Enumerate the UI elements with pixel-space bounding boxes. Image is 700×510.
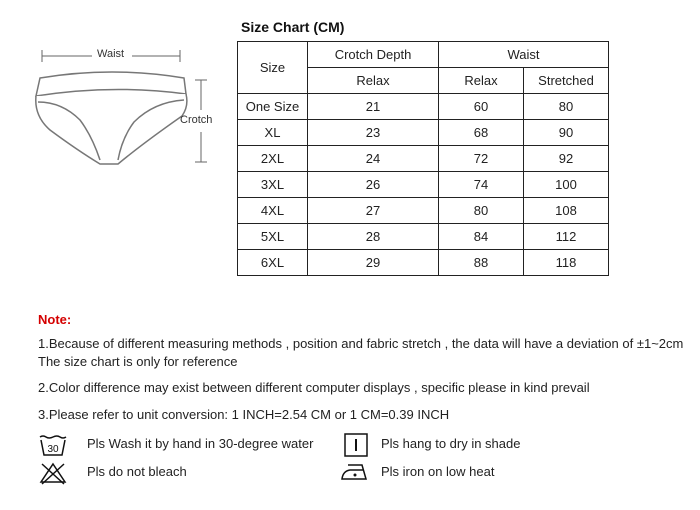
size-cell: XL	[238, 120, 308, 146]
size-cell: 6XL	[238, 250, 308, 276]
table-row	[238, 146, 609, 172]
size-cell: One Size	[238, 94, 308, 120]
crotch-label: Crotch	[180, 114, 213, 126]
note-color: 2.Color difference may exist between different computer displays , specific please in kind prevail	[38, 380, 590, 395]
hand-wash-icon	[38, 433, 68, 457]
size-cell: 3XL	[238, 172, 308, 198]
waist-relax-cell: 72	[439, 146, 524, 172]
waist-stretched-cell: 118	[524, 250, 609, 276]
header-waist-relax: Relax	[439, 68, 524, 94]
waist-stretched-cell: 108	[524, 198, 609, 224]
table-row	[238, 224, 609, 250]
crotch-cell: 24	[308, 146, 439, 172]
table-row	[238, 120, 609, 146]
iron-low-heat-icon	[340, 461, 372, 483]
care-wash: Pls Wash it by hand in 30-degree water	[87, 436, 314, 451]
size-cell: 2XL	[238, 146, 308, 172]
crotch-cell: 28	[308, 224, 439, 250]
waist-stretched-cell: 112	[524, 224, 609, 250]
crotch-cell: 26	[308, 172, 439, 198]
table-row	[238, 198, 609, 224]
table-row	[238, 250, 609, 276]
size-cell: 5XL	[238, 224, 308, 250]
waist-stretched-cell: 80	[524, 94, 609, 120]
waist-relax-cell: 74	[439, 172, 524, 198]
crotch-cell: 23	[308, 120, 439, 146]
note-title: Note:	[38, 312, 72, 327]
waist-relax-cell: 60	[439, 94, 524, 120]
chart-title: Size Chart (CM)	[241, 19, 345, 35]
note-measuring: 1.Because of different measuring methods , position and fabric stretch , the data will have a deviation of ±1~2cm	[38, 336, 684, 351]
waist-stretched-cell: 100	[524, 172, 609, 198]
underwear-diagram	[22, 40, 222, 170]
table-header-row	[238, 42, 609, 68]
note-conversion: 3.Please refer to unit conversion: 1 INCH=2.54 CM or 1 CM=0.39 INCH	[38, 407, 450, 422]
header-waist-stretched: Stretched	[524, 68, 609, 94]
wash-temperature: 30	[47, 444, 59, 455]
crotch-cell: 29	[308, 250, 439, 276]
care-dry: Pls hang to dry in shade	[381, 436, 521, 451]
crotch-cell: 27	[308, 198, 439, 224]
waist-label: Waist	[97, 48, 125, 60]
care-iron: Pls iron on low heat	[381, 464, 495, 479]
table-row	[238, 172, 609, 198]
waist-relax-cell: 80	[439, 198, 524, 224]
header-waist: Waist	[439, 42, 609, 68]
header-crotch-depth: Crotch Depth	[308, 42, 439, 68]
header-crotch-relax: Relax	[308, 68, 439, 94]
waist-stretched-cell: 92	[524, 146, 609, 172]
waist-stretched-cell: 90	[524, 120, 609, 146]
note-reference: The size chart is only for reference	[38, 354, 238, 369]
crotch-cell: 21	[308, 94, 439, 120]
no-bleach-icon	[38, 461, 68, 485]
waist-relax-cell: 68	[439, 120, 524, 146]
size-table	[237, 41, 609, 276]
hang-dry-icon	[343, 432, 369, 458]
care-bleach: Pls do not bleach	[87, 464, 187, 479]
header-size: Size	[238, 42, 308, 94]
table-row	[238, 94, 609, 120]
waist-relax-cell: 88	[439, 250, 524, 276]
size-cell: 4XL	[238, 198, 308, 224]
waist-relax-cell: 84	[439, 224, 524, 250]
